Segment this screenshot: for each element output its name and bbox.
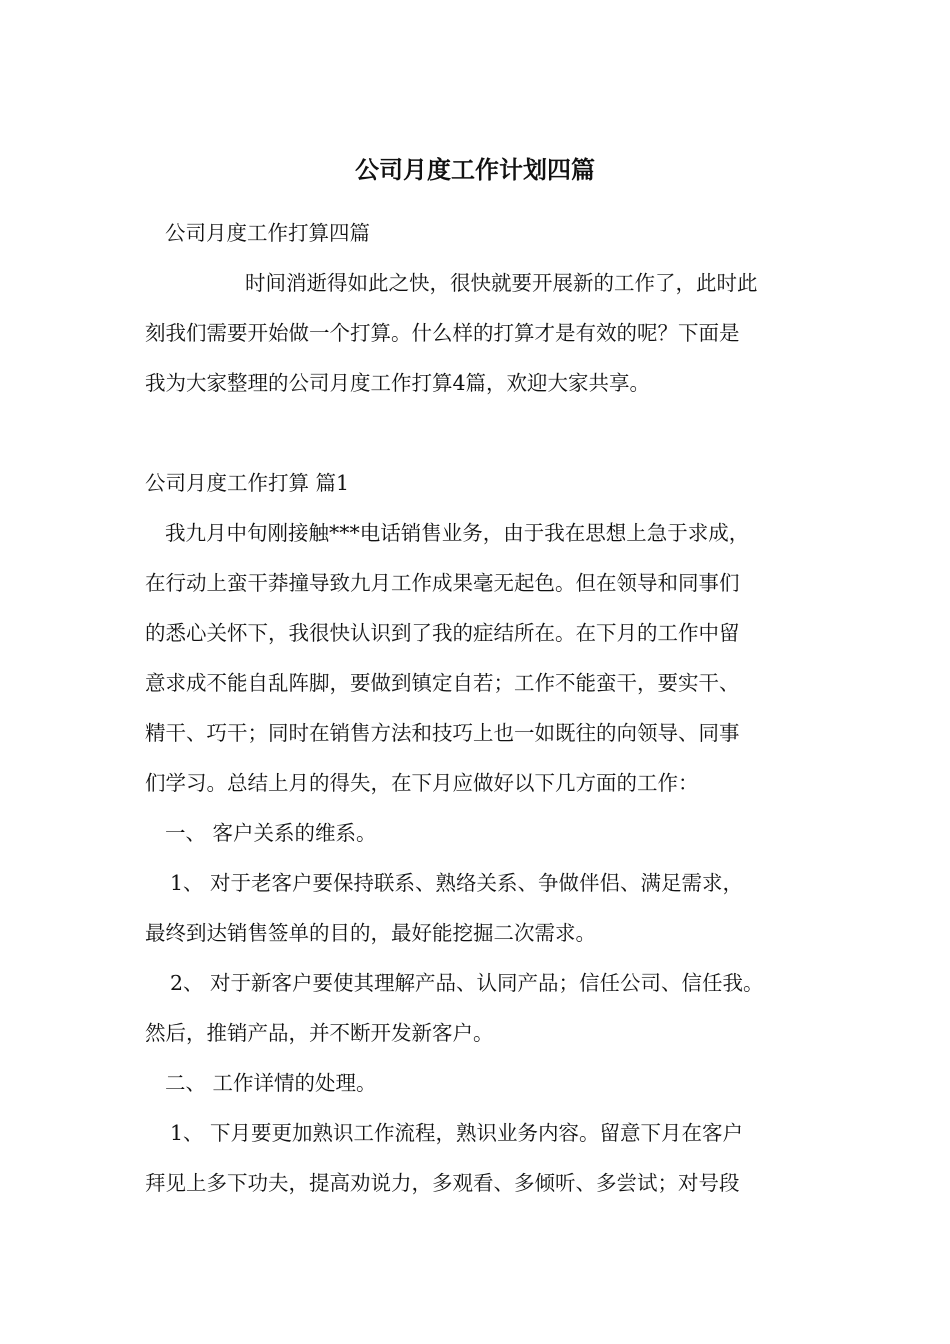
point-heading: 二、 工作详情的处理。: [165, 1071, 377, 1095]
document-subtitle: 公司月度工作打算四篇: [165, 221, 370, 245]
list-item-line: 拜见上多下功夫，提高劝说力，多观看、多倾听、多尝试；对号段: [145, 1171, 740, 1195]
intro-line: 我为大家整理的公司月度工作打算4篇，欢迎大家共享。: [145, 371, 651, 395]
list-item-line: 最终到达销售签单的目的，最好能挖掘二次需求。: [145, 921, 596, 945]
intro-line: 时间消逝得如此之快，很快就要开展新的工作了，此时此: [245, 271, 758, 295]
paragraph-line: 我九月中旬刚接触***电话销售业务，由于我在思想上急于求成，: [165, 521, 750, 545]
paragraph-line: 们学习。总结上月的得失，在下月应做好以下几方面的工作：: [145, 771, 699, 795]
list-item-line: 然后，推销产品，并不断开发新客户。: [145, 1021, 494, 1045]
document-body: [145, 208, 810, 1208]
point-heading: 一、 客户关系的维系。: [165, 821, 377, 845]
list-item-line: 2、 对于新客户要使其理解产品、认同产品；信任公司、信任我。: [170, 971, 764, 995]
intro-line: 刻我们需要开始做一个打算。什么样的打算才是有效的呢？下面是: [145, 321, 740, 345]
list-item-line: 1、 对于老客户要保持联系、熟络关系、争做伴侣、满足需求，: [170, 871, 744, 895]
spacer: [145, 408, 810, 458]
document-title: 公司月度工作计划四篇: [355, 155, 595, 184]
paragraph-line: 的悉心关怀下，我很快认识到了我的症结所在。在下月的工作中留: [145, 621, 740, 645]
section-heading: 公司月度工作打算 篇1: [145, 471, 350, 495]
paragraph-line: 精干、巧干；同时在销售方法和技巧上也一如既往的向领导、同事: [145, 721, 740, 745]
list-item-line: 1、 下月要更加熟识工作流程，熟识业务内容。留意下月在客户: [170, 1121, 744, 1145]
paragraph-line: 在行动上蛮干莽撞导致九月工作成果毫无起色。但在领导和同事们: [145, 571, 740, 595]
paragraph-line: 意求成不能自乱阵脚，要做到镇定自若；工作不能蛮干，要实干、: [145, 671, 740, 695]
